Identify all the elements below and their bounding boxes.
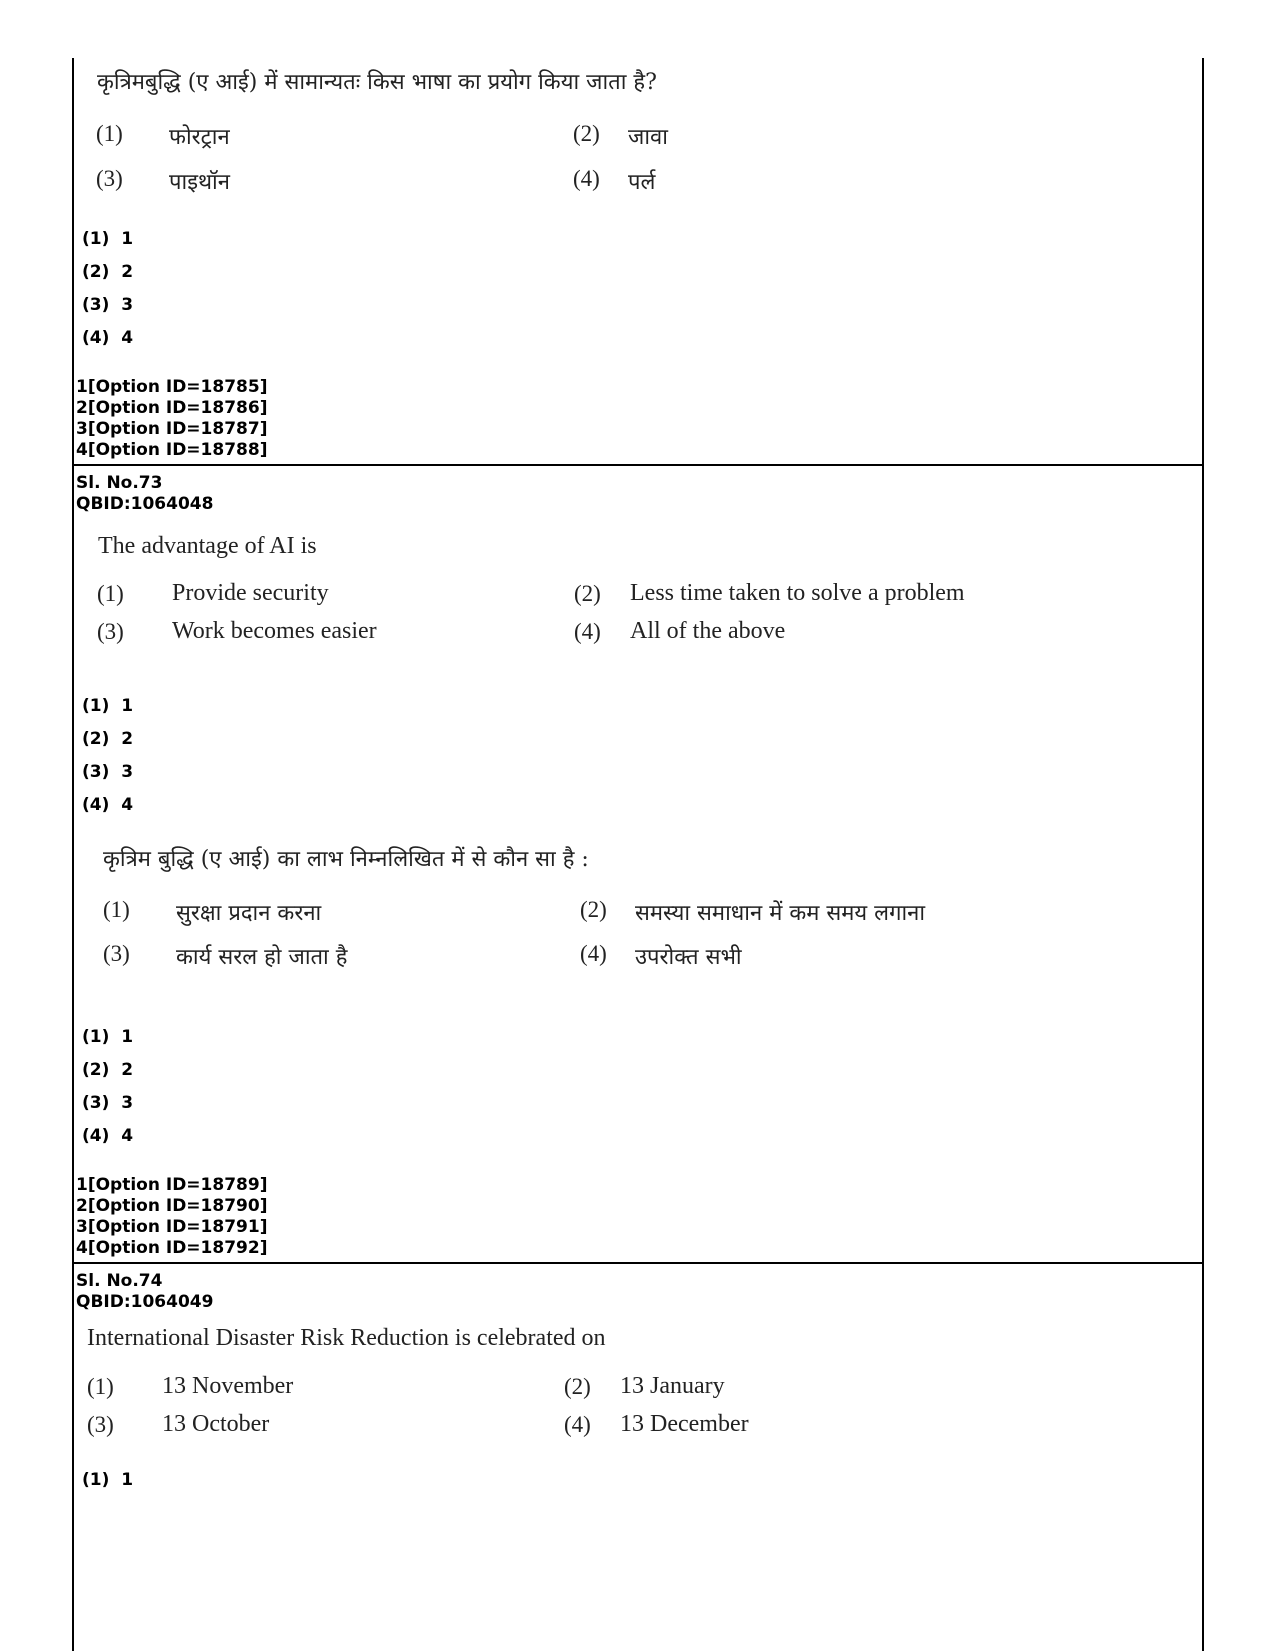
option-number: (2) (573, 121, 600, 146)
divider-q73 (72, 464, 1204, 466)
option-id: 2[Option ID=18790] (76, 1196, 268, 1216)
option-text: फोरट्रान (169, 125, 230, 150)
option-number: (4) (580, 941, 607, 966)
answer-choice: (2) 2 (82, 262, 134, 282)
option-text: Work becomes easier (172, 618, 377, 644)
option-id: 1[Option ID=18789] (76, 1175, 268, 1195)
option-number: (1) (97, 581, 124, 606)
option-number: (3) (97, 619, 124, 644)
option-number: (2) (574, 581, 601, 606)
question-text-hindi: कृत्रिम बुद्धि (ए आई) का लाभ निम्नलिखित में से कौन सा है : (103, 847, 589, 872)
answer-choice: (4) 4 (82, 1126, 134, 1146)
option-text: पाइथॉन (169, 170, 230, 195)
option-text: 13 December (620, 1411, 749, 1437)
answer-choice: (3) 3 (82, 295, 134, 315)
answer-choice: (1) 1 (82, 1027, 134, 1047)
option-text: पर्ल (628, 170, 656, 195)
option-number: (4) (573, 166, 600, 191)
option-number: (1) (96, 121, 123, 146)
question-bank-id: QBID:1064048 (76, 494, 214, 514)
answer-choice: (4) 4 (82, 795, 134, 815)
option-id: 4[Option ID=18792] (76, 1238, 268, 1258)
answer-choice: (4) 4 (82, 328, 134, 348)
answer-choice: (1) 1 (82, 229, 134, 249)
option-text: कार्य सरल हो जाता है (176, 945, 348, 970)
option-text: समस्या समाधान में कम समय लगाना (635, 901, 926, 926)
option-number: (3) (87, 1412, 114, 1437)
answer-choice: (3) 3 (82, 762, 134, 782)
answer-choice: (1) 1 (82, 1470, 134, 1490)
option-text: Less time taken to solve a problem (630, 580, 965, 606)
option-number: (1) (103, 897, 130, 922)
option-id: 1[Option ID=18785] (76, 377, 268, 397)
option-number: (2) (580, 897, 607, 922)
option-id: 2[Option ID=18786] (76, 398, 268, 418)
option-text: 13 November (162, 1373, 294, 1399)
option-number: (1) (87, 1374, 114, 1399)
option-text: उपरोक्त सभी (635, 945, 742, 970)
serial-number: Sl. No.73 (76, 473, 163, 493)
answer-choice: (2) 2 (82, 729, 134, 749)
option-text: 13 January (620, 1373, 725, 1399)
option-number: (3) (96, 166, 123, 191)
option-text: 13 October (162, 1411, 270, 1437)
option-id: 3[Option ID=18791] (76, 1217, 268, 1237)
option-number: (4) (574, 619, 601, 644)
option-id: 3[Option ID=18787] (76, 419, 268, 439)
option-text: जावा (628, 125, 668, 150)
option-text: All of the above (630, 618, 786, 644)
question-text-english: International Disaster Risk Reduction is celebrated on (87, 1325, 606, 1351)
question-bank-id: QBID:1064049 (76, 1292, 214, 1312)
option-number: (4) (564, 1412, 591, 1437)
answer-choice: (2) 2 (82, 1060, 134, 1080)
option-text: सुरक्षा प्रदान करना (176, 901, 322, 926)
answer-choice: (3) 3 (82, 1093, 134, 1113)
option-number: (3) (103, 941, 130, 966)
serial-number: Sl. No.74 (76, 1271, 163, 1291)
question-text-hindi: कृत्रिमबुद्धि (ए आई) में सामान्यतः किस भाषा का प्रयोग किया जाता है? (97, 70, 657, 95)
option-text: Provide security (172, 580, 329, 606)
question-text-english: The advantage of AI is (98, 533, 317, 559)
option-id: 4[Option ID=18788] (76, 440, 268, 460)
option-number: (2) (564, 1374, 591, 1399)
divider-q74 (72, 1262, 1204, 1264)
answer-choice: (1) 1 (82, 696, 134, 716)
